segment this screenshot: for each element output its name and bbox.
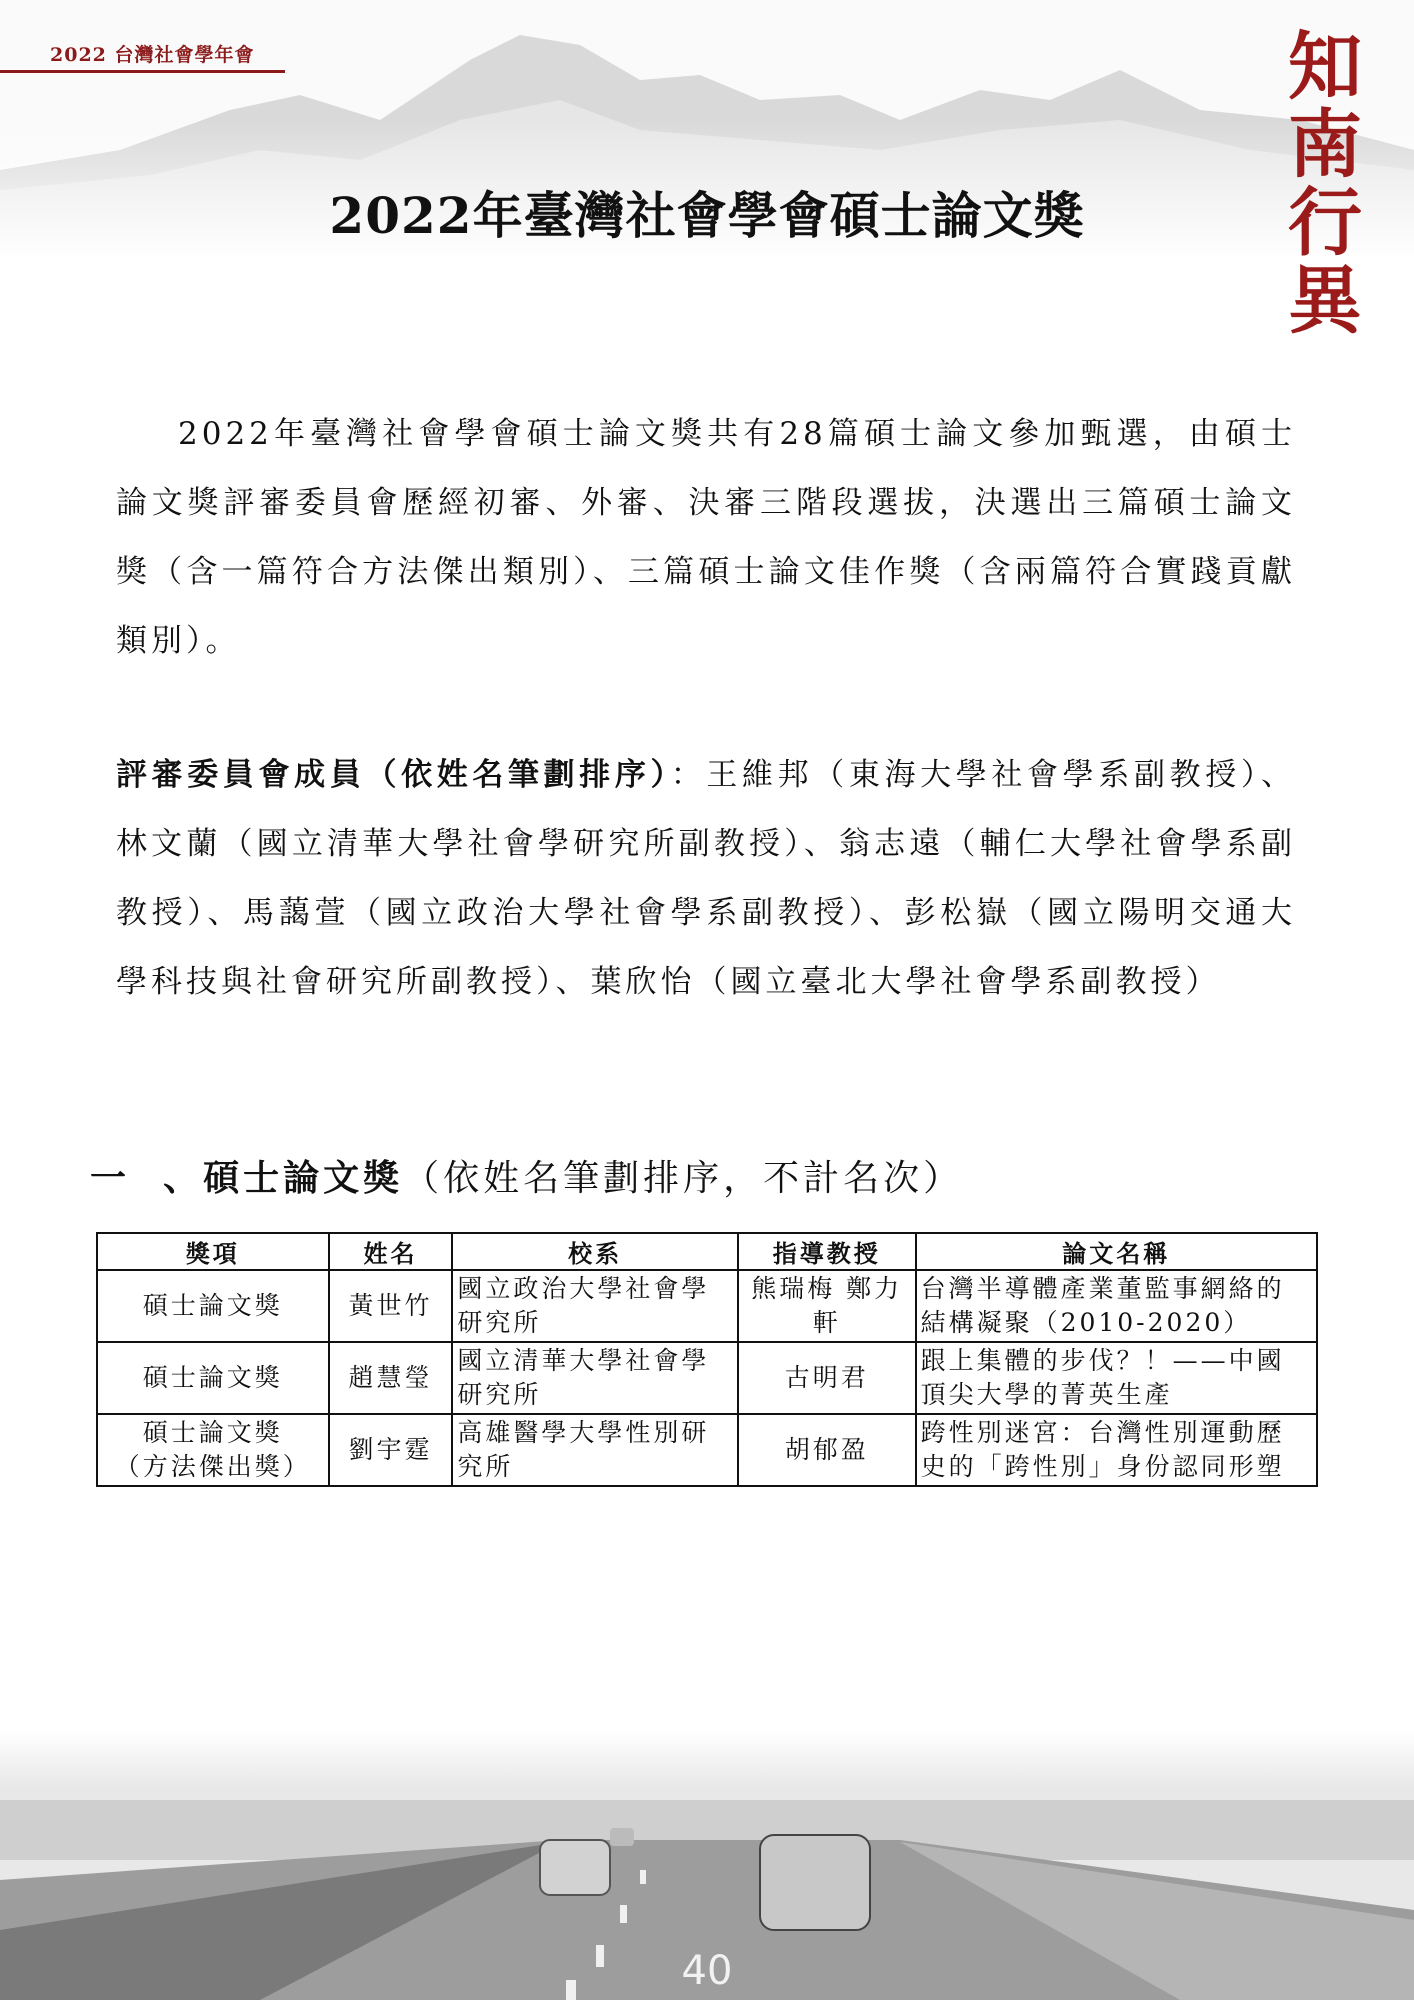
department-cell: 國立清華大學社會學研究所 (452, 1342, 737, 1414)
header-advisor: 指導教授 (738, 1233, 916, 1270)
thesis-title-cell: 跟上集體的步伐？！——中國頂尖大學的菁英生產 (916, 1342, 1317, 1414)
thesis-title-cell: 跨性別迷宮：台灣性別運動歷史的「跨性別」身份認同形塑 (916, 1414, 1317, 1486)
table-row (97, 1270, 1317, 1342)
department-cell: 國立政治大學社會學研究所 (452, 1270, 737, 1342)
header-award: 獎項 (97, 1233, 329, 1270)
awards-table (96, 1232, 1318, 1487)
advisor-cell: 熊瑞梅 鄭力軒 (738, 1270, 916, 1342)
award-cell (97, 1414, 329, 1486)
award-text: 碩士論文獎 (142, 1418, 283, 1447)
name-cell: 趙慧瑩 (329, 1342, 453, 1414)
header-tag-text: 2022 台灣社會學年會 (50, 44, 255, 66)
award-cell (97, 1270, 329, 1342)
advisor-cell: 胡郁盈 (738, 1414, 916, 1486)
committee-members: ：王維邦（東海大學社會學系副教授）、林文蘭（國立清華大學社會學研究所副教授）、翁志遠（輔仁大學社會學系副教授）、馬藹萱（國立政治大學社會學系副教授）、彭松嶽（國立陽明交通大學科技與社會研究所副教授）、葉欣怡（國立臺北大學社會學系副教授） (116, 757, 1297, 1000)
department-cell: 高雄醫學大學性別研究所 (452, 1414, 737, 1486)
thesis-title-cell: 台灣半導體產業董監事網絡的結構凝聚（2010-2020） (916, 1270, 1317, 1342)
section-heading (90, 1150, 963, 1201)
intro-paragraph: 2022年臺灣社會學會碩士論文獎共有28篇碩士論文參加甄選，由碩士論文獎評審委員會歷經初審、外審、決審三階段選拔，決選出三篇碩士論文獎（含一篇符合方法傑出類別）、三篇碩士論文佳作獎（含兩篇符合實踐貢獻類別）。 (116, 416, 1296, 659)
page-number: 40 (681, 1948, 733, 1994)
award-text: 碩士論文獎 (142, 1363, 283, 1392)
section-number: 一 (90, 1157, 131, 1199)
name-cell: 黃世竹 (329, 1270, 453, 1342)
name-cell: 劉宇霆 (329, 1414, 453, 1486)
committee-paragraph (116, 741, 1296, 1017)
award-note: （方法傑出獎） (114, 1452, 311, 1481)
header-department: 校系 (452, 1233, 737, 1270)
table-row (97, 1342, 1317, 1414)
award-cell (97, 1342, 329, 1414)
award-text: 碩士論文獎 (142, 1291, 283, 1320)
header-thesis-title: 論文名稱 (916, 1233, 1317, 1270)
calligraphy-char: 知 (1288, 24, 1362, 110)
table-row (97, 1414, 1317, 1486)
calligraphy-char: 異 (1288, 258, 1362, 344)
committee-label: 評審委員會成員（依姓名筆劃排序） (116, 757, 671, 793)
header-name: 姓名 (329, 1233, 453, 1270)
section-note: （依姓名筆劃排序，不計名次） (403, 1158, 964, 1199)
page-title: 2022年臺灣社會學會碩士論文獎 (329, 186, 1085, 245)
calligraphy-char: 行 (1288, 180, 1362, 266)
advisor-cell: 古明君 (738, 1342, 916, 1414)
header-tag-underline (0, 70, 285, 73)
header-tag (0, 30, 290, 74)
calligraphy-char: 南 (1288, 102, 1362, 188)
table-header-row (97, 1233, 1317, 1270)
section-title: 、碩士論文獎 (163, 1157, 404, 1199)
